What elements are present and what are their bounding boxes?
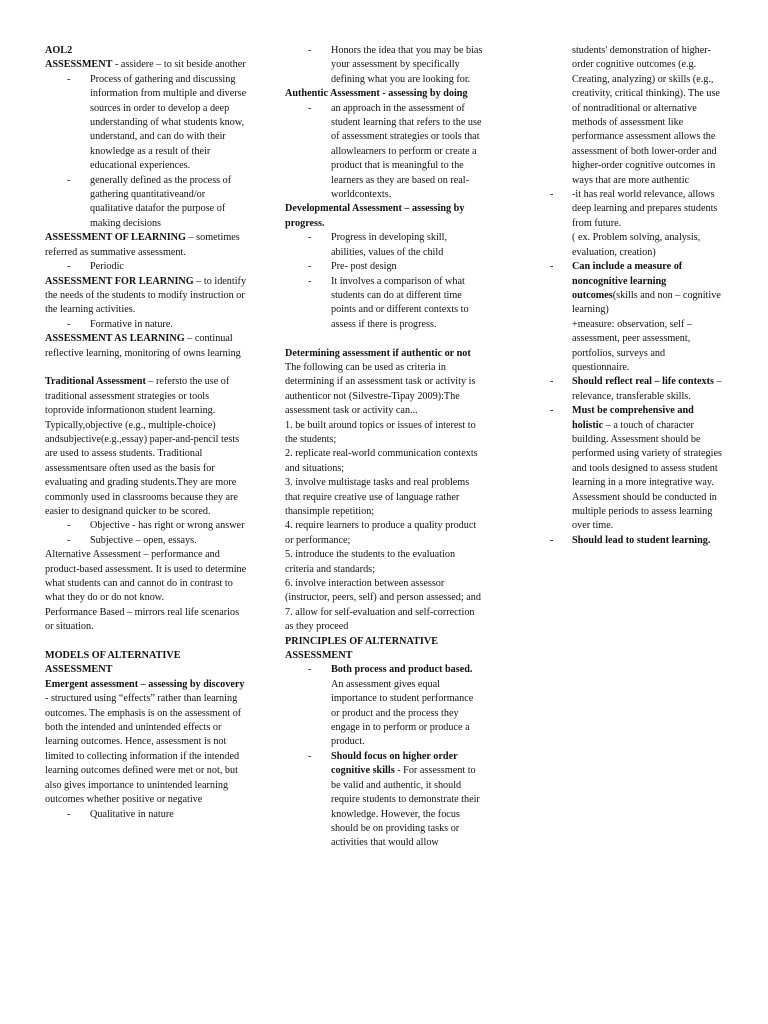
determining-intro: The following can be used as criteria in determining if an assessment task or activity is authenticor not (Silvestre-Tipay 2009):The assessment task or activity can...	[285, 361, 476, 417]
emergent-list	[45, 808, 247, 822]
list-item: - It involves a comparison of what students can do at different time points and or different contexts to assess if there is progress.	[285, 275, 483, 333]
aol-term: ASSESSMENT OF LEARNING	[45, 232, 186, 244]
spacer	[45, 361, 247, 375]
assessment-list	[45, 73, 247, 231]
list-item	[548, 260, 724, 375]
criteria-item: 1. be built around topics or issues of interest to the students;	[285, 419, 476, 445]
list-item: - Qualitative in nature	[45, 808, 247, 822]
doc-title: AOL2	[45, 45, 73, 56]
developmental-list	[285, 231, 483, 332]
aal-def-text: – continual reflective learning, monitoring of owns learning	[45, 333, 241, 359]
list-item	[548, 375, 724, 404]
aol-definition	[45, 231, 247, 260]
item-extra: +measure: observation, self – assessment, peer assessment, portfolios, surveys and questionnaire.	[572, 318, 693, 373]
column-right	[548, 44, 724, 548]
aol-def-text: – sometimes referred as summative assessment.	[45, 232, 240, 258]
item-text: – a touch of character building. Assessment should be performed using variety of strategies and tools designed to assess student learning in a more integrative way. Assessment should be conducted in multiple periods to assess learning over time.	[572, 419, 722, 532]
principle-text: - For assessment to be valid and authentic, it should require students to demonstrate their knowledge. However, the focus should be on providing tasks or activities that would allow	[331, 765, 480, 849]
list-item	[548, 404, 724, 534]
column-left	[45, 44, 247, 822]
authentic-heading: Authentic Assessment - assessing by doing	[285, 88, 468, 100]
item-title: Should lead to student learning.	[572, 534, 711, 546]
honors-list	[285, 44, 483, 87]
afl-list	[45, 318, 247, 332]
assessment-term: ASSESSMENT	[45, 59, 113, 71]
list-item	[285, 663, 483, 749]
list-item: - Pre- post design	[285, 260, 483, 274]
principle-title: Should focus on higher order cognitive skills	[331, 750, 458, 777]
principles-list	[285, 663, 483, 850]
item-title: Should reflect real – life contexts	[572, 376, 714, 388]
aol-list	[45, 260, 247, 274]
spacer	[285, 332, 483, 346]
criteria-item: 4. require learners to produce a quality product or performance;	[285, 520, 477, 546]
criteria-item: 7. allow for self-evaluation and self-correction as they proceed	[285, 606, 475, 633]
list-item: - Objective - has right or wrong answer	[45, 519, 247, 533]
assessment-def-text: - assidere – to sit beside another	[112, 59, 246, 71]
criteria-item: 6. involve interaction between assessor (instructor, peers, self) and person assessed; and	[285, 578, 481, 604]
principles-list-continued	[548, 188, 724, 548]
criteria-item: 5. introduce the students to the evaluation criteria and standards;	[285, 549, 456, 575]
principle-text: An assessment gives equal importance to student performance or product and the process they engage in to perform or produce a product.	[331, 678, 474, 748]
models-heading: MODELS OF ALTERNATIVE ASSESSMENT	[45, 650, 181, 676]
determining-heading: Determining assessment if authentic or not	[285, 347, 471, 359]
item-title: Can include a measure of noncognitive learning outcomes	[572, 261, 683, 301]
aal-term: ASSESSMENT AS LEARNING	[45, 333, 185, 345]
list-item: - Process of gathering and discussing information from multiple and diverse sources in order to develop a deep understanding of what students know, understand, and can do with their knowledge as a result of their educational experiences.	[45, 73, 247, 174]
afl-definition	[45, 275, 247, 318]
list-item: - Progress in developing skill, abilities, values of the child	[285, 231, 483, 260]
traditional-def-text: – refersto the use of traditional assessment strategies or tools toprovide informationon student learning. Typically,objective (e.g., multiple-choice) andsubjective(e.g.,essay) paper-and-pencil tests are used to assess students. Traditional assessmentsare often used as the basis for evaluating and grading students.They are more commonly used in classrooms because they are easier to designand quicker to be scored.	[45, 376, 240, 517]
criteria-item: 3. involve multistage tasks and real problems that require creative use of language rather thansimple repetition;	[285, 477, 470, 517]
traditional-term: Traditional Assessment	[45, 376, 146, 388]
list-item: - an approach in the assessment of student learning that refers to the use of assessment strategies or tools that allowlearners to perform or create a product that is meaningful to the learners as they are based on real-worldcontexts.	[285, 102, 483, 203]
list-item: - Periodic	[45, 260, 247, 274]
emergent-heading: Emergent assessment – assessing by discovery	[45, 678, 245, 690]
afl-term: ASSESSMENT FOR LEARNING	[45, 275, 194, 287]
criteria-item: 2. replicate real-world communication contexts and situations;	[285, 448, 478, 474]
afl-def-text: – to identify the needs of the students to modify instruction or the learning activities.	[45, 275, 247, 316]
principles-heading: PRINCIPLES OF ALTERNATIVE ASSESSMENT	[285, 635, 439, 662]
list-item: - Formative in nature.	[45, 318, 247, 332]
column-middle	[285, 44, 483, 851]
list-item	[548, 534, 724, 548]
aal-definition	[45, 332, 247, 361]
spacer	[45, 635, 247, 649]
list-item	[285, 750, 483, 851]
list-item: - Honors the idea that you may be bias your assessment by specifically defining what you are looking for.	[285, 44, 483, 87]
emergent-body: - structured using “effects” rather than learning outcomes. The emphasis is on the assessment of both the intended and unintended effects or learning outcomes. Hence, assessment is not limited to collecting information if the intended learning outcomes defined were met or not, but also gives importance to unintended learning outcomes whether positive or negative	[45, 693, 242, 806]
list-item: - Subjective – open, essays.	[45, 534, 247, 548]
item-text: -it has real world relevance, allows deep learning and prepares students from future.	[572, 189, 718, 229]
list-item	[548, 188, 724, 260]
item-text: – relevance, transferable skills.	[572, 376, 722, 402]
traditional-definition	[45, 375, 247, 519]
developmental-heading: Developmental Assessment – assessing by progress.	[285, 203, 465, 229]
item-title: Must be comprehensive and holistic	[572, 405, 694, 431]
traditional-list	[45, 519, 247, 548]
list-item: - generally defined as the process of gathering quantitativeand/or qualitative datafor the purpose of making decisions	[45, 174, 247, 232]
principle-title: Both process and product based.	[331, 664, 473, 676]
item-text: (skills and non – cognitive learning)	[572, 289, 721, 316]
authentic-list	[285, 102, 483, 203]
continuation-text: students' demonstration of higher-order cognitive outcomes (e.g. Creating, analyzing) or skills (e.g., creativity, critical thinking). The use of nontraditional or alternative methods of assessment like performance assessment allows the assessment of both lower-order and higher-order cognitive outcomes in ways that are more authentic	[572, 45, 720, 186]
alternative-definition: Alternative Assessment – performance and product-based assessment. It is used to determine what students can and cannot do in contrast to what they do or do not know.	[45, 549, 247, 604]
item-extra: ( ex. Problem solving, analysis, evaluation, creation)	[572, 232, 701, 258]
performance-definition: Performance Based – mirrors real life scenarios or situation.	[45, 606, 240, 633]
assessment-definition	[45, 58, 247, 72]
